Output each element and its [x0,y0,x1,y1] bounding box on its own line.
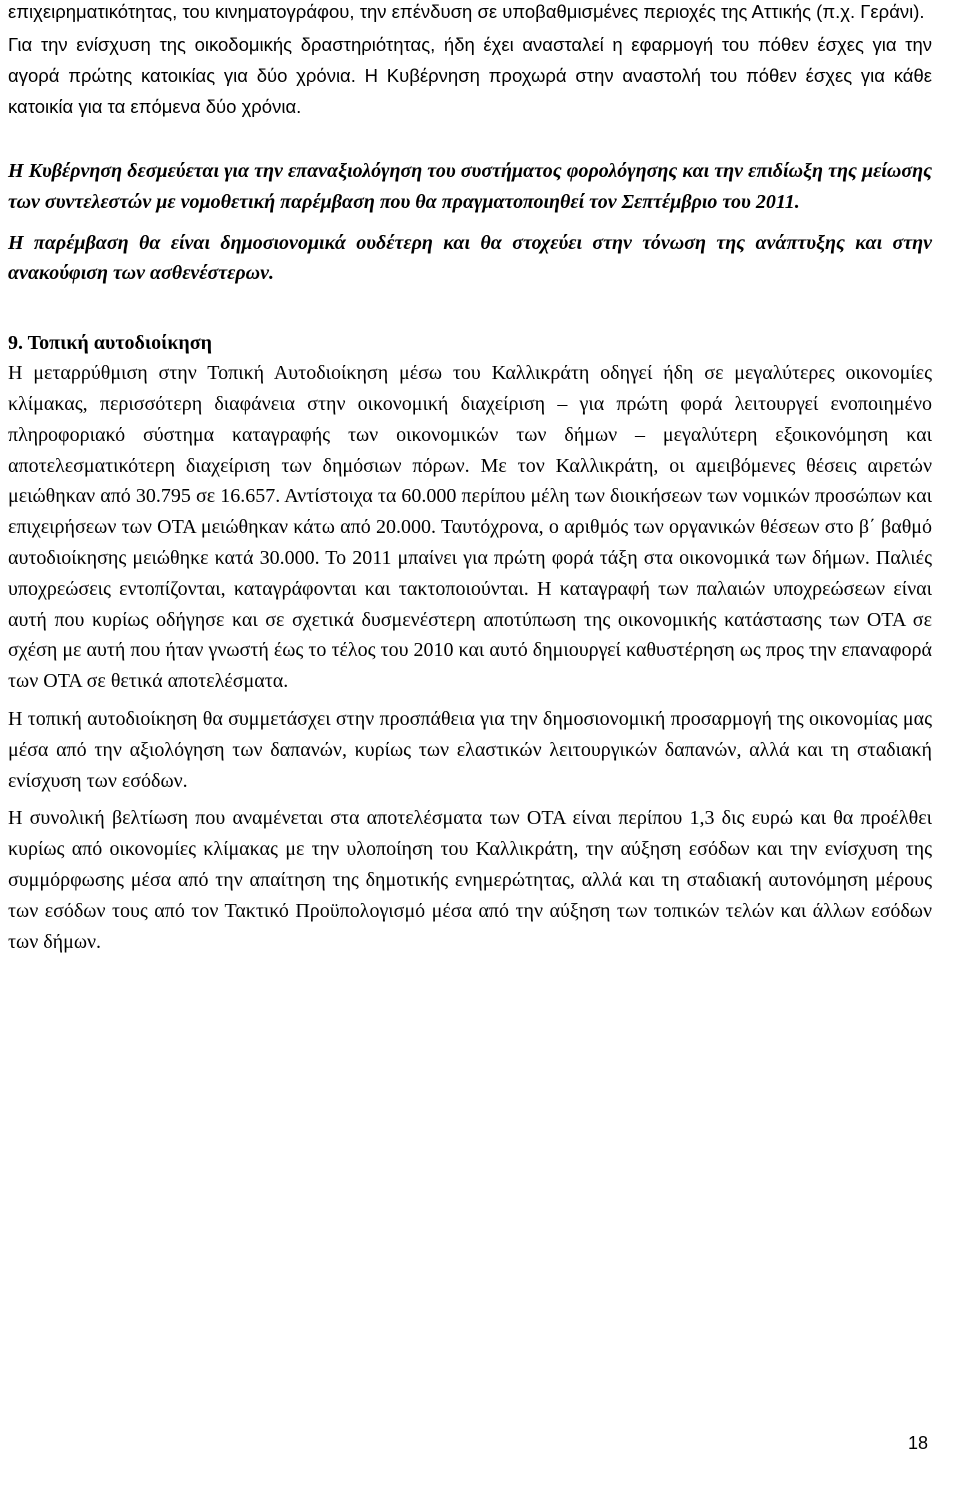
paragraph-bold-1: Η Κυβέρνηση δεσμεύεται για την επαναξιολόγηση του συστήματος φορολόγησης και την επιδίωξη της μείωσης των συντελεστών με νομοθετική παρέμβαση που θα πραγματοποιηθεί τον Σεπτέμβριο του 2011. [8,160,932,213]
page-number: 18 [907,1433,928,1453]
paragraph-top-1: επιχειρηματικότητας, του κινηματογράφου, την επένδυση σε υποβαθμισμένες περιοχές της Αττικής (π.χ. Γεράνι). [8,1,925,22]
paragraph-bold-2: Η παρέμβαση θα είναι δημοσιονομικά ουδέτερη και θα στοχεύει στην τόνωση της ανάπτυξης και στην ανακούφιση των ασθενέστερων. [8,231,932,285]
paragraph-body-1: Η μεταρρύθμιση στην Τοπική Αυτοδιοίκηση μέσω του Καλλικράτη οδηγεί ήδη σε μεγαλύτερες οικονομίες κλίμακας, περισσότερη διαφάνεια στην οικονομική διαχείριση – για πρώτη φορά λειτουργεί ενοποιημένο πληροφοριακό σύστημα καταγραφής των οικονομικών των δήμων – μεγαλύτερη εξοικονόμηση και αποτελεσματικότερη διαχείριση των δημόσιων πόρων. Με τον Καλλικράτη, οι αμειβόμενες θέσεις αιρετών μειώθηκαν από 30.795 σε 16.657. Αντίστοιχα τα 60.000 περίπου μέλη των διοικήσεων των νομικών προσώπων και επιχειρήσεων των ΟΤΑ μειώθηκαν κάτω από 20.000. Ταυτόχρονα, ο αριθμός των οργανικών θέσεων στο β΄ βαθμό αυτοδιοίκησης μειώθηκε κατά 30.000. Το 2011 μπαίνει για πρώτη φορά τάξη στα οικονομικά των δήμων. Παλιές υποχρεώσεις εντοπίζονται, καταγράφονται και τακτοποιούνται. Η καταγραφή των παλαιών υποχρεώσεων είναι αυτή που κυρίως οδήγησε και σε σχετικά δυσμενέστερη αποτύπωση της οικονομικής κατάστασης των ΟΤΑ σε σχέση με αυτή που ήταν γνωστή έως το τέλος του 2010 και αυτό δημιουργεί καθυστέρηση ως προς την επαναφορά των ΟΤΑ σε θετικά αποτελέσματα. [8,362,932,693]
document-page [8,0,932,957]
paragraph-body-2: Η τοπική αυτοδιοίκηση θα συμμετάσχει στην προσπάθεια για την δημοσιονομική προσαρμογή της οικονομίας μας μέσα από την αξιολόγηση των δαπανών, κυρίως των ελαστικών λειτουργικών δαπανών, αλλά και τη σταδιακή ενίσχυση των εσόδων. [8,707,932,792]
section-heading: 9. Τοπική αυτοδιοίκηση [8,332,213,355]
paragraph-top-2: Για την ενίσχυση της οικοδομικής δραστηριότητας, ήδη έχει ανασταλεί η εφαρμογή του πόθεν έσχες για την αγορά πρώτης κατοικίας για δύο χρόνια. Η Κυβέρνηση προχωρά στην αναστολή του πόθεν έσχες για κάθε κατοικία για τα επόμενα δύο χρόνια. [8,34,932,117]
paragraph-body-3: Η συνολική βελτίωση που αναμένεται στα αποτελέσματα των ΟΤΑ είναι περίπου 1,3 δις ευρώ και θα προέλθει κυρίως από οικονομίες κλίμακας με την υλοποίηση του Καλλικράτη, την αύξηση εσόδων και την ενίσχυση της συμμόρφωσης μέσα από την απαίτηση της δημοτικής ενημερώτητας, αλλά και τη σταδιακή αυτονόμηση μέρους των εσόδων τους από τον Τακτικό Προϋπολογισμό μέσα από την αύξηση των τοπικών τελών και άλλων εσόδων των δήμων. [8,807,932,953]
